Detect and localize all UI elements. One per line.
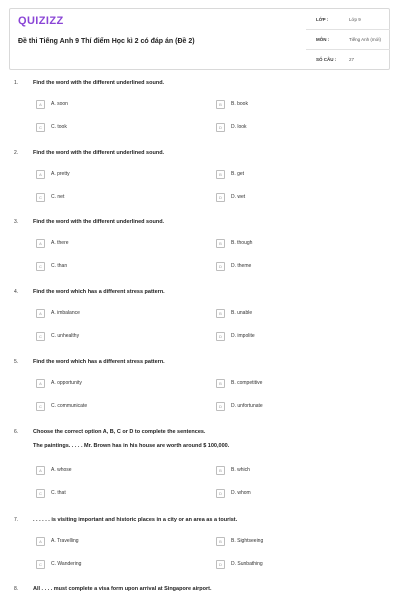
option-d[interactable] bbox=[216, 560, 366, 570]
option-label: D. whom bbox=[231, 490, 251, 496]
option-label: C. net bbox=[51, 194, 65, 200]
option-letter-box: B bbox=[216, 309, 225, 318]
option-c[interactable] bbox=[36, 402, 186, 412]
option-d[interactable] bbox=[216, 262, 366, 272]
question-text: . . . . . . is visiting important and historic places in a city or an area as a tourist. bbox=[33, 517, 238, 523]
option-label: A. there bbox=[51, 240, 69, 246]
question-text: Find the word with the different underlined sound. bbox=[33, 219, 165, 225]
option-label: C. that bbox=[51, 490, 66, 496]
option-letter-box: C bbox=[36, 193, 45, 202]
option-letter-box: A bbox=[36, 379, 45, 388]
meta-count-label: SỐ CÂU : bbox=[316, 57, 337, 62]
option-d[interactable] bbox=[216, 123, 366, 133]
worksheet-header bbox=[9, 8, 390, 70]
meta-subject bbox=[306, 31, 390, 50]
option-letter-box: D bbox=[216, 402, 225, 411]
option-letter-box: C bbox=[36, 560, 45, 569]
option-b[interactable] bbox=[216, 239, 366, 249]
option-label: C. Wandering bbox=[51, 561, 82, 567]
option-b[interactable] bbox=[216, 309, 366, 319]
option-letter-box: D bbox=[216, 489, 225, 498]
option-a[interactable] bbox=[36, 537, 186, 547]
option-label: A. soon bbox=[51, 101, 68, 107]
option-label: D. Sunbathing bbox=[231, 561, 263, 567]
option-b[interactable] bbox=[216, 170, 366, 180]
option-label: C. unhealthy bbox=[51, 333, 80, 339]
option-letter-box: C bbox=[36, 332, 45, 341]
option-c[interactable] bbox=[36, 560, 186, 570]
option-c[interactable] bbox=[36, 193, 186, 203]
question-number: 1. bbox=[14, 80, 19, 86]
question-text: Find the word which has a different stress pattern. bbox=[33, 289, 165, 295]
option-letter-box: A bbox=[36, 170, 45, 179]
option-d[interactable] bbox=[216, 332, 366, 342]
question-number: 2. bbox=[14, 150, 19, 156]
question-number: 7. bbox=[14, 517, 19, 523]
option-letter-box: C bbox=[36, 402, 45, 411]
option-b[interactable] bbox=[216, 466, 366, 476]
option-letter-box: A bbox=[36, 537, 45, 546]
option-label: B. book bbox=[231, 101, 248, 107]
option-label: B. Sightseeing bbox=[231, 538, 264, 544]
option-letter-box: A bbox=[36, 239, 45, 248]
question-number: 8. bbox=[14, 586, 19, 592]
option-label: A. whose bbox=[51, 467, 72, 473]
option-letter-box: D bbox=[216, 262, 225, 271]
option-a[interactable] bbox=[36, 170, 186, 180]
option-label: D. unfortunate bbox=[231, 403, 263, 409]
option-letter-box: C bbox=[36, 489, 45, 498]
meta-subject-label: MÔN : bbox=[316, 37, 330, 42]
option-label: D. wet bbox=[231, 194, 246, 200]
option-letter-box: B bbox=[216, 100, 225, 109]
option-letter-box: B bbox=[216, 537, 225, 546]
question-subtext: The paintings. . . . . Mr. Brown has in his house are worth around $ 100,000. bbox=[33, 443, 230, 449]
meta-grade-label: LỚP : bbox=[316, 17, 329, 22]
option-b[interactable] bbox=[216, 537, 366, 547]
option-label: B. unable bbox=[231, 310, 253, 316]
question-text: Find the word with the different underlined sound. bbox=[33, 80, 165, 86]
option-label: A. imbalance bbox=[51, 310, 80, 316]
option-label: A. opportunity bbox=[51, 380, 82, 386]
option-c[interactable] bbox=[36, 123, 186, 133]
option-label: D. theme bbox=[231, 263, 252, 269]
option-label: D. look bbox=[231, 124, 247, 130]
question-number: 4. bbox=[14, 289, 19, 295]
option-letter-box: C bbox=[36, 123, 45, 132]
option-c[interactable] bbox=[36, 489, 186, 499]
option-letter-box: D bbox=[216, 332, 225, 341]
question-text: Find the word which has a different stress pattern. bbox=[33, 359, 165, 365]
option-d[interactable] bbox=[216, 489, 366, 499]
option-letter-box: B bbox=[216, 379, 225, 388]
option-a[interactable] bbox=[36, 466, 186, 476]
meta-subject-value: Tiếng Anh (mới) bbox=[349, 37, 382, 42]
option-letter-box: B bbox=[216, 466, 225, 475]
meta-count-value: 27 bbox=[349, 57, 355, 62]
option-b[interactable] bbox=[216, 379, 366, 389]
option-label: B. which bbox=[231, 467, 250, 473]
question-text: Find the word with the different underlined sound. bbox=[33, 150, 165, 156]
option-label: C. than bbox=[51, 263, 68, 269]
option-a[interactable] bbox=[36, 100, 186, 110]
option-c[interactable] bbox=[36, 262, 186, 272]
question-number: 5. bbox=[14, 359, 19, 365]
option-b[interactable] bbox=[216, 100, 366, 110]
question-number: 6. bbox=[14, 429, 19, 435]
option-letter-box: D bbox=[216, 193, 225, 202]
option-label: D. impolite bbox=[231, 333, 255, 339]
option-label: B. competitive bbox=[231, 380, 263, 386]
option-c[interactable] bbox=[36, 332, 186, 342]
worksheet-meta bbox=[306, 9, 390, 69]
option-d[interactable] bbox=[216, 402, 366, 412]
question-number: 3. bbox=[14, 219, 19, 225]
meta-grade-value: Lớp 9 bbox=[349, 17, 361, 22]
option-label: C. took bbox=[51, 124, 67, 130]
option-letter-box: A bbox=[36, 466, 45, 475]
option-letter-box: B bbox=[216, 170, 225, 179]
option-letter-box: D bbox=[216, 560, 225, 569]
option-letter-box: B bbox=[216, 239, 225, 248]
question-text: Choose the correct option A, B, C or D to complete the sentences. bbox=[33, 429, 206, 435]
option-label: A. pretty bbox=[51, 171, 70, 177]
option-a[interactable] bbox=[36, 239, 186, 249]
option-label: C. communicate bbox=[51, 403, 88, 409]
meta-count bbox=[306, 51, 390, 69]
option-d[interactable] bbox=[216, 193, 366, 203]
worksheet-title: Đề thi Tiếng Anh 9 Thí điểm Học kì 2 có đáp án (Đề 2) bbox=[18, 38, 195, 45]
quizizz-logo: QUIZIZZ bbox=[18, 15, 64, 27]
option-label: B. get bbox=[231, 171, 245, 177]
question-text: All . . . . must complete a visa form upon arrival at Singapore airport. bbox=[33, 586, 212, 592]
option-a[interactable] bbox=[36, 379, 186, 389]
option-letter-box: C bbox=[36, 262, 45, 271]
option-letter-box: A bbox=[36, 100, 45, 109]
option-a[interactable] bbox=[36, 309, 186, 319]
option-letter-box: D bbox=[216, 123, 225, 132]
option-letter-box: A bbox=[36, 309, 45, 318]
option-label: A. Travelling bbox=[51, 538, 79, 544]
meta-grade bbox=[306, 11, 390, 30]
option-label: B. though bbox=[231, 240, 253, 246]
